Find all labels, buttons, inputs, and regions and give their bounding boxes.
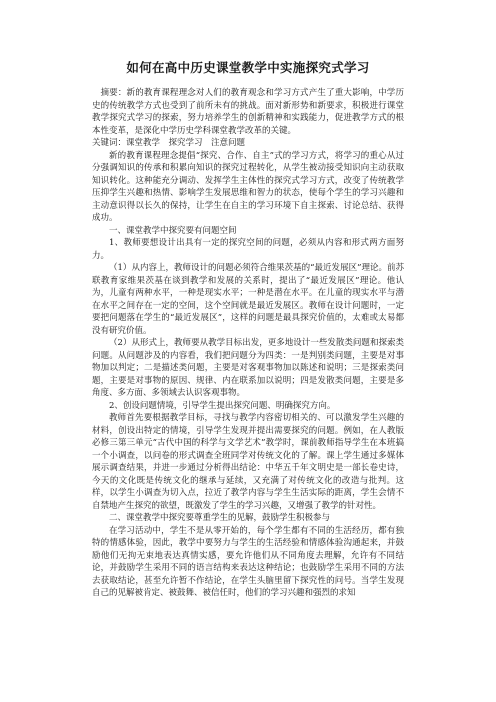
paragraph: 关键词：课堂教学 探究学习 注意问题 [92,138,246,148]
document-body [92,87,404,702]
paragraph: （1）从内容上，教师设计的问题必须符合维果茨基的“最近发展区”理论。前苏联教育家维果茨基在谈到教学和发展的关系时，提出了“最近发展区”理论。他认为，儿童有两种水平，一种是现实水平；一种是潜在水平。在儿童的现实水平与潜在水平之间存在一定的空间，这个空间就是最近发展区。教师在设计问题时，一定要把问题落在学生的“最近发展区”，这样的问题是最具探究价值的，太难或太易都没有研究价值。 [92,263,404,336]
paragraph: （2）从形式上，教师要从教学目标出发，更多地设计一些发散类问题和探索类问题。从问题涉及的内容看，我们把问题分为四类：一是判别类问题，主要是对事物加以判定；二是描述类问题，主要是对客观事物加以陈述和说明；三是探索类问题，主要是对事物的原因、规律、内在联系加以说明；四是发散类问题，主要是多角度、多方面、多领域去认识客观事物。 [92,338,404,398]
paragraph: 1、教师要想设计出具有一定的探究空间的问题，必须从内容和形式两方面努力。 [92,238,404,261]
paragraph: 一、课堂教学中探究要有问题空间 [109,225,237,236]
paragraph: 在学习活动中，学生不是从零开始的，每个学生都有不同的生活经历，都有独特的情感体验，因此，教学中要努力与学生的生活经验和情感体验沟通起来，并鼓励他们无拘无束地表达真情实感，要允许他们从不同角度去理解，允许有不同结论，并鼓励学生采用不同的语言结构来表达这种结论；也鼓励学生采用不同的方法去获取结论，甚至允许暂不作结论，在学生头脑里留下探究性的问号。当学生发现自己的见解被肯定、被鼓舞、被信任时，他们的学习兴趣和强烈的求知 [92,525,404,598]
paragraph: 二、课堂教学中探究要尊重学生的见解，鼓励学生积极参与 [109,513,331,523]
paragraph: 新的教育课程理念提倡“探究、合作、自主”式的学习方式，将学习的重心从过分强调知识的传承和积累向知识的探究过程转化，从学生被动接受知识向主动获取知识转化。这种能充分调动、发挥学生主体性的探究式学习方式，改变了传统教学压抑学生兴趣和热情、影响学生发展思维和智力的状态，使每个学生的学习兴趣和主动意识得以长久的保持，让学生在自主的学习环境下自主探索、讨论总结、获得成功。 [92,150,404,223]
document-title: 如何在高中历史课堂教学中实施探究式学习 [126,60,370,75]
paragraph: 2、创设问题情境，引导学生提出探究问题、明确探究方向。 [109,400,336,411]
paragraph: 摘要：新的教育课程理念对人们的教育观念和学习方式产生了重大影响，中学历史的传统教学方式也受到了前所未有的挑战。面对新形势和新要求，积极进行课堂教学探究式学习的探索，努力培养学生的创新精神和实践能力，促进教学方式的根本性变革，是深化中学历史学科课堂教学改革的关键。 [92,88,404,136]
paragraph: 教师首先要根据教学目标，寻找与教学内容密切相关的、可以激发学生兴趣的材料，创设出特定的情境，引导学生发现并提出需要探究的问题。例如，在人教版必修三第三单元“古代中国的科学与文学艺术”教学时，课前教师指导学生在本班搞一个小调查，以问卷的形式调查全班同学对传统文化的了解。课上学生通过多媒体展示调查结果，并进一步通过分析得出结论：中华五千年文明史是一部长卷史诗，今天的文化既是传统文化的继承与延续，又充满了对传统文化的改造与批判。这样，以学生小调查为切入点，拉近了教学内容与学生生活实际的距离，学生会情不自禁地产生探究的欲望，既激发了学生的学习兴趣，又增强了教学的针对性。 [92,413,404,511]
